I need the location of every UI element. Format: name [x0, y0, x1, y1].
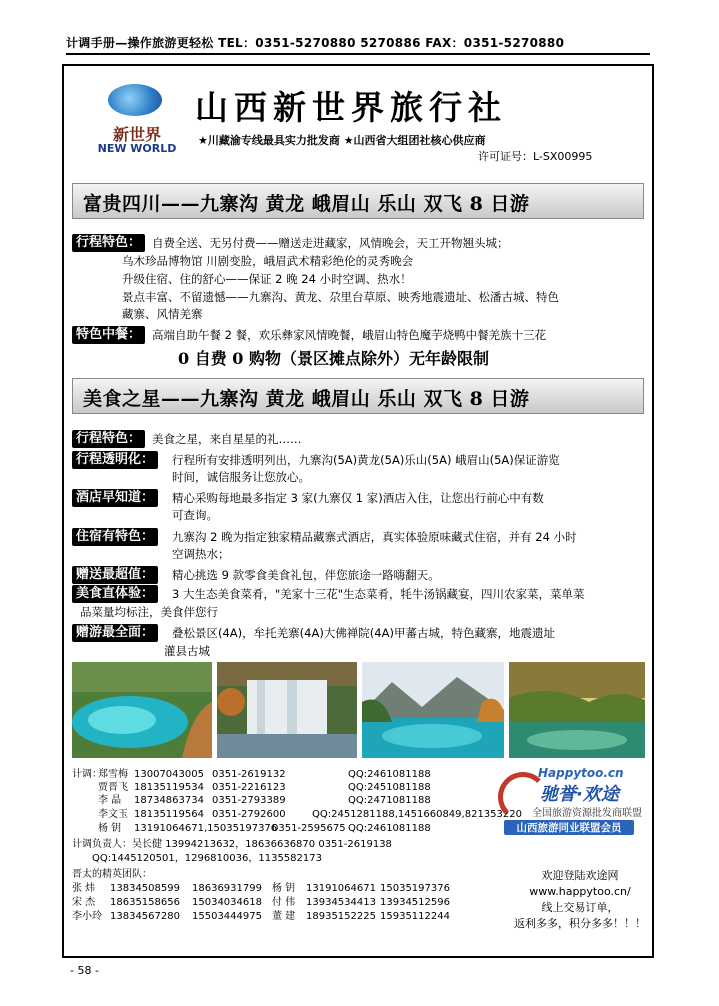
contact-mobile: 13191064671,15035197376 [134, 823, 278, 834]
partner-sub: 全国旅游资源批发商联盟 [532, 808, 642, 819]
tour2-text: 灌县古城 [164, 644, 210, 658]
sales-phone: 13934534413 [306, 897, 376, 908]
manager-qq: QQ:1445120501，1296810036，1135582173 [92, 853, 322, 864]
sales-name: 李小玲 [72, 911, 102, 922]
tour1-banner [72, 183, 644, 219]
photo-mountain-lake [362, 662, 504, 758]
sales-title: 晋太的精英团队： [72, 869, 152, 880]
photo-blue-lake [72, 662, 212, 758]
partner-union: 山西旅游同业联盟会员 [504, 820, 634, 835]
sales-phone: 15503444975 [192, 911, 262, 922]
tour2-text: 精心采购每地最多指定 3 家(九寨仅 1 家)酒店入住，让您出行前心中有数 [172, 491, 544, 505]
logo-cn-text: 新世界 [112, 125, 161, 144]
contact-tel: 0351-2619132 [212, 769, 286, 780]
waterfall-scene [217, 662, 357, 758]
contact-role: 计调： [72, 769, 102, 780]
contact-name: 贾晋飞 [98, 782, 128, 793]
contact-tel: 0351-2216123 [212, 782, 286, 793]
tour2-text: 3 大生态美食菜肴，"羌家十三花"生态菜肴，牦牛汤锅藏宴，四川农家菜，菜单菜 [172, 587, 585, 601]
welcome-line: 返利多多，积分多多！！！ [514, 917, 646, 930]
tour2-text: 行程所有安排透明列出，九寨沟(5A)黄龙(5A)乐山(5A) 峨眉山(5A)保证游览 [172, 453, 560, 467]
sales-phone: 15935112244 [380, 911, 450, 922]
partner-logo [498, 766, 642, 836]
manager-line: 计调负责人：吴长健 13994213632，18636636870 0351-2619138 [72, 839, 392, 850]
company-name: 山西新世界旅行社 [195, 88, 507, 127]
tour2-tag-bonus: 赠游最全面： [72, 624, 158, 642]
contact-name: 李 晶 [98, 795, 122, 806]
sales-name: 杨 钥 [272, 883, 296, 894]
sales-name: 宋 杰 [72, 897, 96, 908]
contact-mobile: 18135119564 [134, 809, 204, 820]
sales-name: 董 建 [272, 911, 296, 922]
tour2-text: 时间，诚信服务让您放心。 [172, 470, 310, 484]
license-number: 许可证号：L-SX00995 [478, 150, 593, 163]
contact-qq: QQ:2471081188 [348, 795, 431, 806]
welcome-line: 线上交易订单， [541, 901, 619, 914]
contact-tel: 0351-2793389 [212, 795, 286, 806]
sales-phone: 18636931799 [192, 883, 262, 894]
tour2-text: 空调热水； [172, 547, 230, 561]
company-logo [94, 84, 180, 158]
partner-brand: Happytoo.cn [538, 766, 624, 780]
sales-phone: 15035197376 [380, 883, 450, 894]
tour2-title: 美食之星——九寨沟 黄龙 峨眉山 乐山 双飞 8 日游 [83, 388, 530, 410]
contact-name: 杨 钥 [98, 823, 122, 834]
tour2-text: 美食之星，来自星星的礼…… [152, 432, 302, 446]
contact-mobile: 18734863734 [134, 795, 204, 806]
sales-phone: 15034034618 [192, 897, 262, 908]
tour2-text: 品菜量均标注，美食伴您行 [80, 605, 218, 619]
top-header-line: 计调手册—操作旅游更轻松 TEL：0351-5270880 5270886 FAX：0351-5270880 [66, 34, 650, 55]
welcome-url[interactable]: www.happytoo.cn/ [529, 885, 631, 898]
sales-phone: 18635158656 [110, 897, 180, 908]
sales-phone: 13191064671 [306, 883, 376, 894]
photo-autumn-forest [509, 662, 645, 758]
contact-mobile: 18135119534 [134, 782, 204, 793]
tour2-tag-hotel: 酒店早知道： [72, 489, 158, 507]
tour2-tag-lodging: 住宿有特色： [72, 528, 158, 546]
company-slogan: ★川藏渝专线最具实力批发商 ★山西省大组团社核心供应商 [198, 134, 486, 147]
tour2-tag-transparent: 行程透明化： [72, 451, 158, 469]
lake-scene [72, 662, 212, 758]
tour2-tag-feature: 行程特色： [72, 430, 145, 448]
sales-phone: 13834567280 [110, 911, 180, 922]
mountain-lake-scene [362, 662, 504, 758]
tour1-line: 藏寨、风情羌寨 [122, 307, 203, 321]
welcome-block [510, 868, 650, 932]
logo-en-text: NEW WORLD [97, 142, 177, 155]
sales-phone: 18935152225 [306, 911, 376, 922]
sales-name: 张 炜 [72, 883, 96, 894]
photo-waterfall [217, 662, 357, 758]
sales-phone: 13934512596 [380, 897, 450, 908]
welcome-line: 欢迎登陆欢途网 [541, 869, 619, 882]
contact-name: 李文玉 [98, 809, 128, 820]
contact-qq: QQ:2461081188 [348, 769, 431, 780]
contact-mobile: 13007043005 [134, 769, 204, 780]
tour2-banner [72, 378, 644, 414]
tour2-text: 精心挑选 9 款零食美食礼包，伴您旅途一路嗨翻天。 [172, 568, 440, 582]
tour1-feature-tag: 行程特色： [72, 234, 145, 252]
sales-phone: 13834508599 [110, 883, 180, 894]
contact-name: 郑雪梅 [98, 769, 128, 780]
tour2-text: 叠松景区(4A)，牟托羌寨(4A)大佛禅院(4A)甲蕃古城，特色藏寨，地震遗址 [172, 626, 555, 640]
contact-qq: QQ:2451081188 [348, 782, 431, 793]
tour2-tag-food: 美食直体验： [72, 585, 158, 603]
tour1-line: 升级住宿、住的舒心——保证 2 晚 24 小时空调、热水！ [122, 272, 412, 286]
contact-qq: QQ:2451281188,1451660849,821353220 [312, 809, 522, 820]
contact-qq: QQ:2461081188 [348, 823, 431, 834]
tour1-meal: 高端自助午餐 2 餐，欢乐彝家风情晚餐，峨眉山特色魔芋烧鸭中餐羌族十三花 [152, 328, 547, 342]
globe-icon [108, 84, 162, 116]
tour1-meal-tag: 特色中餐： [72, 326, 145, 344]
tour2-text: 可查询。 [172, 508, 218, 522]
tour2-tag-gift: 赠送最超值： [72, 566, 158, 584]
partner-name: 驰誉·欢途 [540, 784, 619, 805]
tour1-line: 乌木珍品博物馆 川剧变脸，峨眉武术精彩绝伦的灵秀晚会 [122, 254, 414, 268]
contact-tel: 0351-2792600 [212, 809, 286, 820]
tour1-highlight: 0 自费 0 购物（景区摊点除外）无年龄限制 [178, 349, 489, 368]
tour1-line: 景点丰富、不留遗憾——九寨沟、黄龙、尕里台草原、映秀地震遗址、松潘古城、特色 [122, 290, 559, 304]
page-number: - 58 - [70, 964, 99, 977]
tour2-text: 九寨沟 2 晚为指定独家精品藏寨式酒店，真实体验原味藏式住宿，并有 24 小时 [172, 530, 577, 544]
forest-scene [509, 662, 645, 758]
tour1-line: 自费全送、无另付费——赠送走进藏家，风情晚会，天工开物翘头城； [152, 236, 509, 250]
contact-tel: 0351-2595675 [272, 823, 346, 834]
tour1-title: 富贵四川——九寨沟 黄龙 峨眉山 乐山 双飞 8 日游 [83, 193, 530, 215]
sales-name: 付 伟 [272, 897, 296, 908]
